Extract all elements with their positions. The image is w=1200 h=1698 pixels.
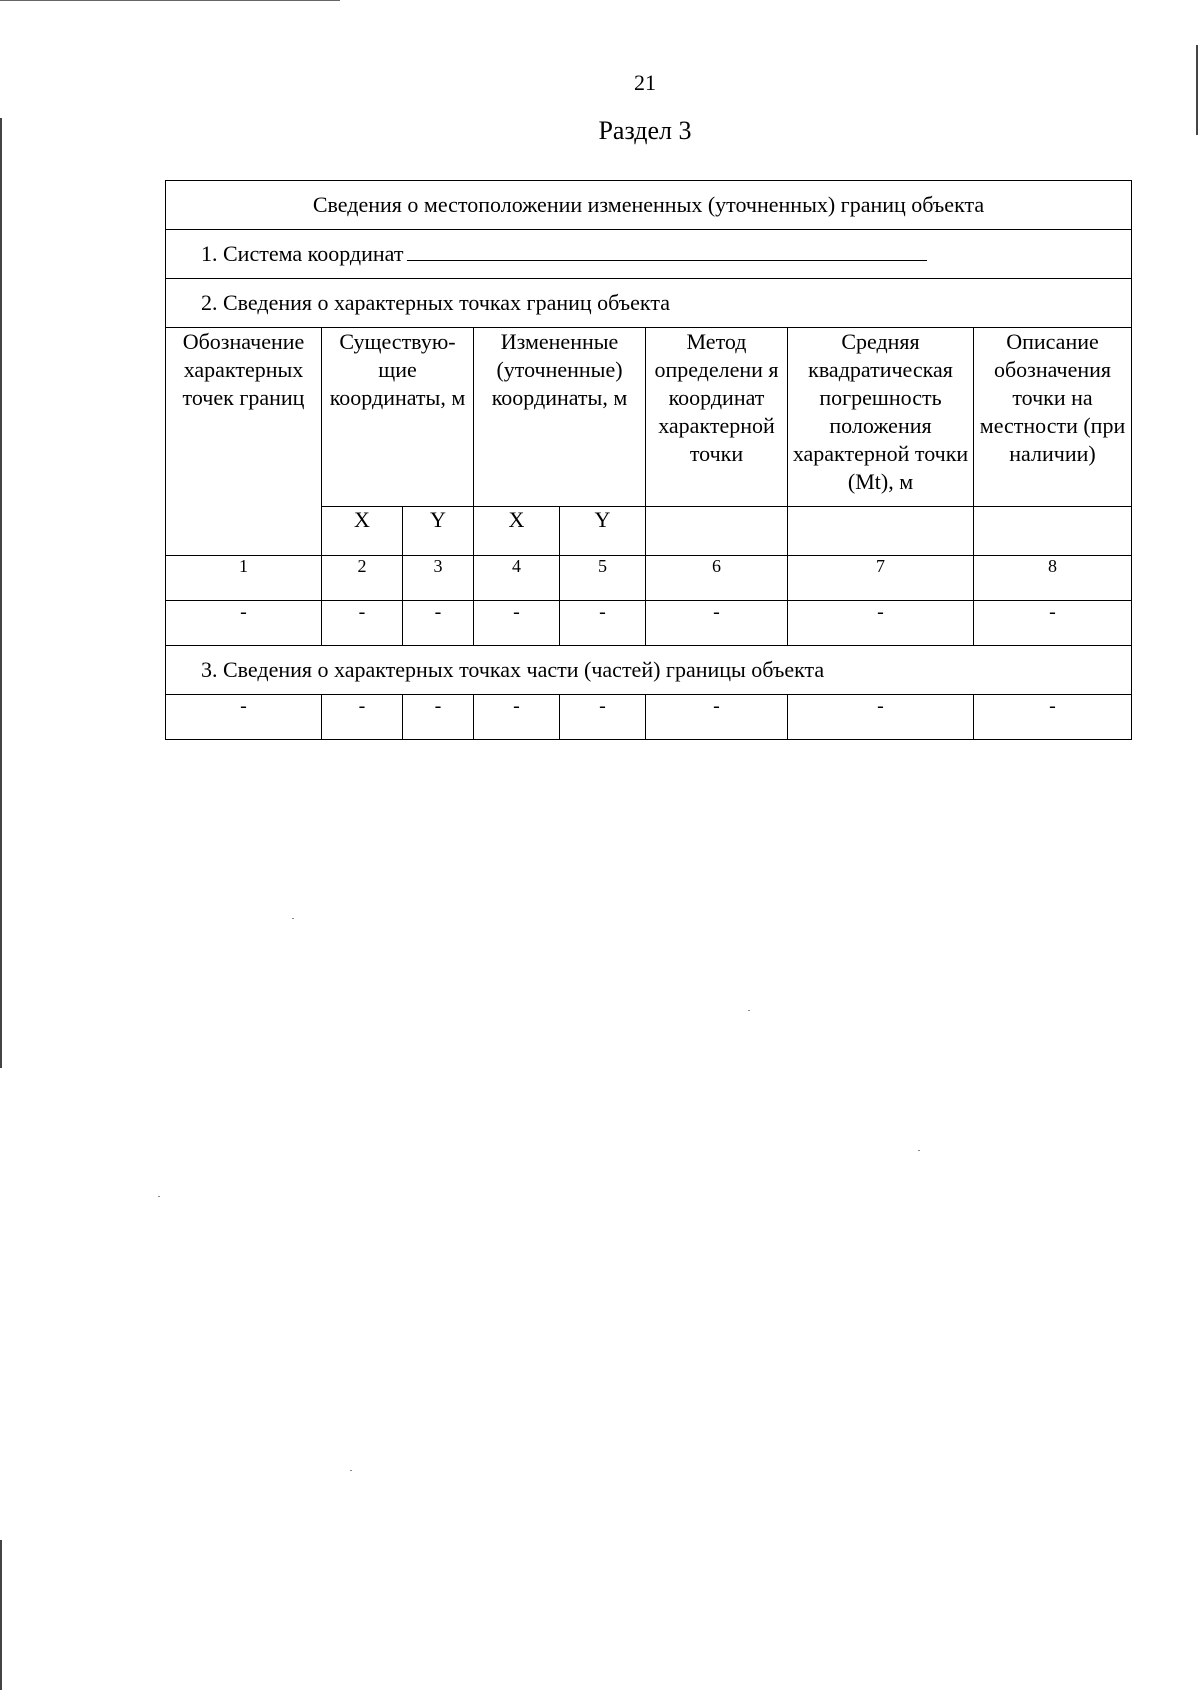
scan-artifact-line bbox=[0, 0, 340, 1]
table-cell: - bbox=[974, 695, 1132, 740]
table-cell: - bbox=[646, 695, 788, 740]
col-changed-header: Измененные (уточненные) координаты, м bbox=[474, 328, 646, 507]
scan-edge-left-lower bbox=[0, 1540, 2, 1690]
table-row bbox=[166, 695, 1132, 740]
column-number: 1 bbox=[166, 556, 322, 601]
table-row bbox=[166, 601, 1132, 646]
axis-empty bbox=[788, 507, 974, 556]
coord-system-blank bbox=[407, 242, 927, 261]
table-cell: - bbox=[166, 695, 322, 740]
table-cell: - bbox=[474, 601, 560, 646]
col-method-header: Метод определени я координат характерной точки bbox=[646, 328, 788, 507]
table-cell: - bbox=[322, 601, 403, 646]
boundary-table bbox=[165, 180, 1132, 740]
table-cell: - bbox=[560, 601, 646, 646]
table-title: Сведения о местоположении измененных (уточненных) границ объекта bbox=[166, 181, 1132, 230]
axis-existing-y: Y bbox=[403, 507, 474, 556]
scan-speck bbox=[918, 1150, 920, 1151]
table-cell: - bbox=[560, 695, 646, 740]
section-title: Раздел 3 bbox=[598, 116, 692, 145]
scan-speck bbox=[292, 918, 294, 919]
col-designation-header: Обозначение характерных точек границ bbox=[166, 328, 322, 556]
scan-speck bbox=[748, 1010, 750, 1011]
table-cell: - bbox=[403, 695, 474, 740]
axis-existing-x: X bbox=[322, 507, 403, 556]
axis-empty bbox=[974, 507, 1132, 556]
table-cell: - bbox=[788, 601, 974, 646]
col-error-header: Средняя квадратическая погрешность положения характерной точки (Mt), м bbox=[788, 328, 974, 507]
scan-speck bbox=[158, 1196, 160, 1197]
table-cell: - bbox=[474, 695, 560, 740]
scan-edge-left bbox=[0, 118, 2, 1068]
coord-system-row bbox=[166, 230, 1132, 279]
axis-empty bbox=[646, 507, 788, 556]
col-description-header: Описание обозначения точки на местности (при наличии) bbox=[974, 328, 1132, 507]
column-number: 8 bbox=[974, 556, 1132, 601]
points-heading: 2. Сведения о характерных точках границ объекта bbox=[166, 279, 1132, 328]
coord-system-label: 1. Система координат bbox=[201, 241, 404, 266]
table-cell: - bbox=[322, 695, 403, 740]
column-number: 7 bbox=[788, 556, 974, 601]
scan-speck bbox=[350, 1470, 352, 1471]
column-numbers-row bbox=[166, 556, 1132, 601]
table-cell: - bbox=[166, 601, 322, 646]
parts-heading: 3. Сведения о характерных точках части (частей) границы объекта bbox=[166, 646, 1132, 695]
column-number: 6 bbox=[646, 556, 788, 601]
page-number: 21 bbox=[634, 70, 656, 95]
column-number: 4 bbox=[474, 556, 560, 601]
column-number: 3 bbox=[403, 556, 474, 601]
table-cell: - bbox=[646, 601, 788, 646]
axis-changed-x: X bbox=[474, 507, 560, 556]
column-number: 5 bbox=[560, 556, 646, 601]
table-cell: - bbox=[403, 601, 474, 646]
axis-changed-y: Y bbox=[560, 507, 646, 556]
col-existing-header: Существую-щие координаты, м bbox=[322, 328, 474, 507]
column-number: 2 bbox=[322, 556, 403, 601]
table-cell: - bbox=[974, 601, 1132, 646]
table-cell: - bbox=[788, 695, 974, 740]
